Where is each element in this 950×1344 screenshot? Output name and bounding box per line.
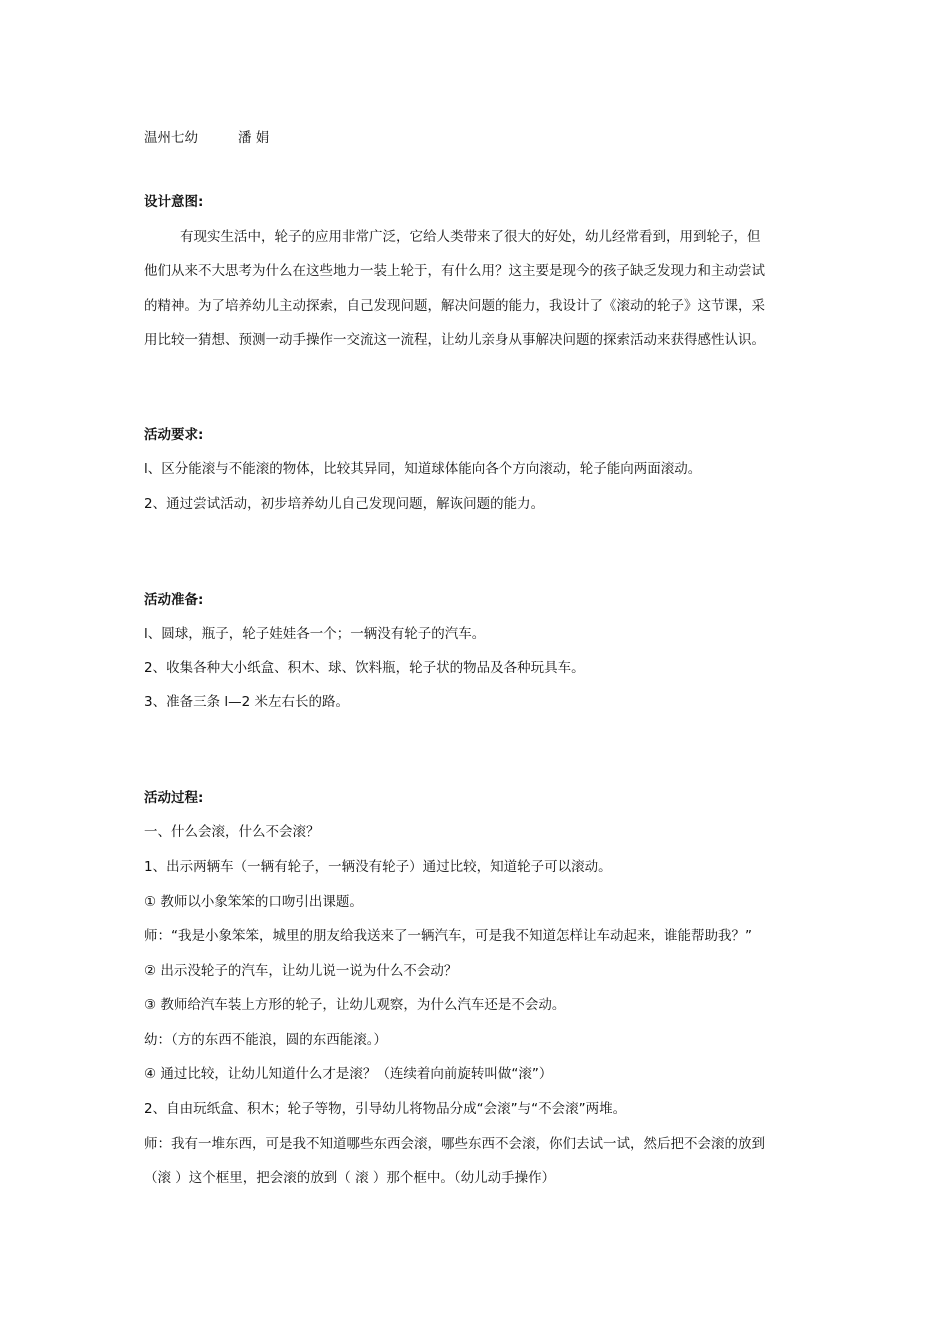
process-line: ④ 通过比较，让幼儿知道什么才是滚？（连续着向前旋转叫做“滚”） bbox=[144, 1066, 553, 1082]
preparation-heading: 活动准备: bbox=[144, 592, 204, 608]
preparation-item: l、圆球，瓶子，轮子娃娃各一个；一辆没有轮子的汽车。 bbox=[144, 626, 486, 642]
process-line: （滚 ）这个框里，把会滚的放到（ 滚 ）那个框中。（幼儿动手操作） bbox=[144, 1170, 556, 1186]
header-line bbox=[144, 128, 269, 148]
design-intent-heading: 设计意图: bbox=[144, 194, 204, 210]
preparation-item: 2、收集各种大小纸盒、积木、球、饮料瓶，轮子状的物品及各种玩具车。 bbox=[144, 660, 585, 676]
process-line: ① 教师以小象笨笨的口吻引出课题。 bbox=[144, 894, 363, 910]
design-intent-line: 的精神。为了培养幼儿主动探索，自己发现问题，解决问题的能力，我设计了《滚动的轮子》这节课，采 bbox=[144, 298, 765, 314]
process-line: ③ 教师给汽车装上方形的轮子，让幼儿观察，为什么汽车还是不会动。 bbox=[144, 997, 566, 1013]
process-line: ② 出示没轮子的汽车，让幼儿说一说为什么不会动？ bbox=[144, 963, 458, 979]
process-line: 师：我有一堆东西，可是我不知道哪些东西会滚，哪些东西不会滚，你们去试一试，然后把不会滚的放到 bbox=[144, 1136, 765, 1152]
requirements-heading: 活动要求: bbox=[144, 427, 204, 443]
process-line: 师：“我是小象笨笨，城里的朋友给我送来了一辆汽车，可是我不知道怎样让车动起来，谁能帮助我？” bbox=[144, 928, 752, 944]
process-line: 2、自由玩纸盒、积木；轮子等物，引导幼儿将物品分成“会滚”与“不会滚”两堆。 bbox=[144, 1101, 627, 1117]
process-line: 一、什么会滚，什么不会滚？ bbox=[144, 824, 320, 840]
requirements-item: 2、通过尝试活动，初步培养幼儿自己发现问题，解诙问题的能力。 bbox=[144, 496, 545, 512]
process-heading: 活动过程: bbox=[144, 790, 204, 806]
design-intent-line: 他们从来不大思考为什么在这些地力一装上轮于，有什么用？这主要是现今的孩子缺乏发现力和主动尝试 bbox=[144, 263, 765, 279]
process-line: 幼：（方的东西不能浪，圆的东西能滚。） bbox=[144, 1032, 387, 1048]
process-line: 1、出示两辆车（一辆有轮子，一辆没有轮子）通过比较，知道轮子可以滚动。 bbox=[144, 859, 612, 875]
design-intent-line: 用比较一猜想、预测一动手操作一交流这一流程，让幼儿亲身从事解决问题的探索活动来获得感性认识。 bbox=[144, 332, 765, 348]
design-intent-line: 有现实生活中，轮子的应用非常广泛，它给人类带来了很大的好处，幼儿经常看到，用到轮子，但 bbox=[180, 229, 761, 245]
author-name: 潘 娟 bbox=[238, 130, 270, 146]
preparation-item: 3、准备三条 l—2 米左右长的路。 bbox=[144, 694, 350, 710]
requirements-item: l、区分能滚与不能滚的物体，比较其异同，知道球体能向各个方向滚动，轮子能向两面滚动。 bbox=[144, 461, 702, 477]
org-name: 温州七幼 bbox=[144, 130, 198, 146]
